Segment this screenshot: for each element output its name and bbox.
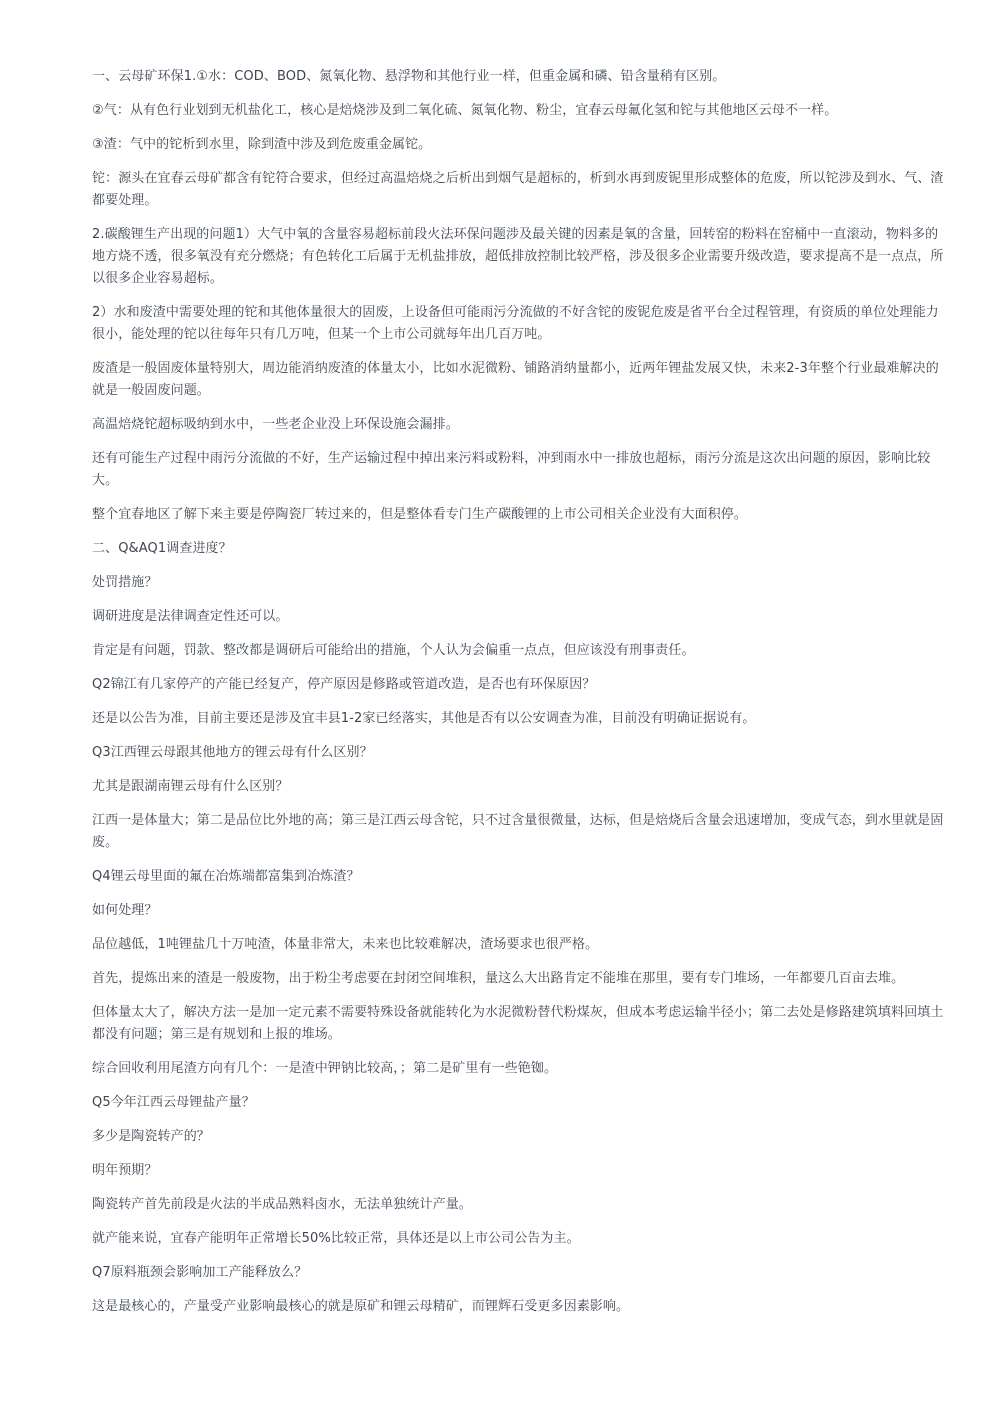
answer-line: 这是最核心的，产量受产业影响最核心的就是原矿和锂云母精矿，而锂辉石受更多因素影响。 — [92, 1299, 630, 1314]
question-line: 处罚措施？ — [92, 575, 158, 590]
answer-line: 陶瓷转产首先前段是火法的半成品熟料卤水，无法单独统计产量。 — [92, 1197, 472, 1212]
paragraph-9: 还有可能生产过程中雨污分流做的不好，生产运输过程中掉出来污料或粉料，冲到雨水中一排放也超标，雨污分流是这次出问题的原因，影响比较大。 — [92, 451, 931, 488]
section-heading-qa: 二、Q&AQ1调查进度？ — [92, 541, 232, 556]
paragraph-6: 2）水和废渣中需要处理的铊和其他体量很大的固废，上设备但可能雨污分流做的不好含铊的废铌危废是省平台全过程管理，有资质的单位处理能力很小，能处理的铊以往每年只有几万吨，但某一个上市公司就每年出几百万吨。 — [92, 305, 939, 342]
answer-line: 江西一是体量大；第二是品位比外地的高；第三是江西云母含铊，只不过含量很微量，达标，但是焙烧后含量会迅速增加，变成气态，到水里就是固废。 — [92, 813, 944, 850]
question-line: 多少是陶瓷转产的？ — [92, 1129, 210, 1144]
paragraph-1: 一、云母矿环保1.①水：COD、BOD、氮氧化物、悬浮物和其他行业一样，但重金属和磷、铅含量稍有区别。 — [92, 69, 726, 84]
answer-line: 综合回收利用尾渣方向有几个：一是渣中钾钠比较高，；第二是矿里有一些铯铷。 — [92, 1061, 558, 1076]
paragraph-2: ②气：从有色行业划到无机盐化工，核心是焙烧涉及到二氧化硫、氮氧化物、粉尘，宜春云母氟化氢和铊与其他地区云母不一样。 — [92, 103, 838, 118]
paragraph-7: 废渣是一般固废体量特别大，周边能消纳废渣的体量太小，比如水泥微粉、铺路消纳量都小，近两年锂盐发展又快，未来2-3年整个行业最难解决的就是一般固废问题。 — [92, 361, 939, 398]
answer-line: 调研进度是法律调查定性还可以。 — [92, 609, 289, 624]
question-line: 尤其是跟湖南锂云母有什么区别？ — [92, 779, 289, 794]
answer-line: 就产能来说，宜春产能明年正常增长50%比较正常，具体还是以上市公司公告为主。 — [92, 1231, 580, 1246]
question-q3: Q3江西锂云母跟其他地方的锂云母有什么区别？ — [92, 745, 373, 760]
answer-line: 品位越低，1吨锂盐几十万吨渣，体量非常大，未来也比较难解决，渣场要求也很严格。 — [92, 937, 599, 952]
paragraph-4: 铊：源头在宜春云母矿都含有铊符合要求，但经过高温焙烧之后析出到烟气是超标的，析到水再到废铌里形成整体的危废，所以铊涉及到水、气、渣都要处理。 — [92, 171, 944, 208]
answer-line: 首先，提炼出来的渣是一般废物，出于粉尘考虑要在封闭空间堆积，量这么大出路肯定不能堆在那里，要有专门堆场，一年都要几百亩去堆。 — [92, 971, 905, 986]
question-q5: Q5今年江西云母锂盐产量？ — [92, 1095, 255, 1110]
answer-line: 还是以公告为准，目前主要还是涉及宜丰县1-2家已经落实，其他是否有以公安调查为准，目前没有明确证据说有。 — [92, 711, 756, 726]
answer-line: 但体量太大了，解决方法一是加一定元素不需要特殊设备就能转化为水泥微粉替代粉煤灰，但成本考虑运输半径小；第二去处是修路建筑填料回填土都没有问题；第三是有规划和上报的堆场。 — [92, 1005, 944, 1042]
paragraph-3: ③渣：气中的铊析到水里，除到渣中涉及到危废重金属铊。 — [92, 137, 432, 152]
paragraph-8: 高温焙烧铊超标吸纳到水中，一些老企业没上环保设施会漏排。 — [92, 417, 459, 432]
question-line: 如何处理？ — [92, 903, 158, 918]
question-q2: Q2锦江有几家停产的产能已经复产，停产原因是修路或管道改造，是否也有环保原因？ — [92, 677, 596, 692]
answer-line: 肯定是有问题，罚款、整改都是调研后可能给出的措施，个人认为会偏重一点点，但应该没有刑事责任。 — [92, 643, 695, 658]
question-q7: Q7原料瓶颈会影响加工产能释放么？ — [92, 1265, 308, 1280]
paragraph-5: 2.碳酸锂生产出现的问题1）大气中氧的含量容易超标前段火法环保问题涉及最关键的因素是氧的含量，回转窑的粉料在窑桶中一直滚动，物料多的地方烧不透，很多氧没有充分燃烧；有色转化工后属于无机盐排放，超低排放控制比较严格，涉及很多企业需要升级改造，要求提高不是一点点，所以很多企业容易超标。 — [92, 227, 944, 286]
question-q4: Q4锂云母里面的氟在冶炼端都富集到冶炼渣？ — [92, 869, 360, 884]
document-page — [92, 66, 944, 1330]
paragraph-10: 整个宜春地区了解下来主要是停陶瓷厂转过来的，但是整体看专门生产碳酸锂的上市公司相关企业没有大面积停。 — [92, 507, 748, 522]
question-line: 明年预期？ — [92, 1163, 158, 1178]
